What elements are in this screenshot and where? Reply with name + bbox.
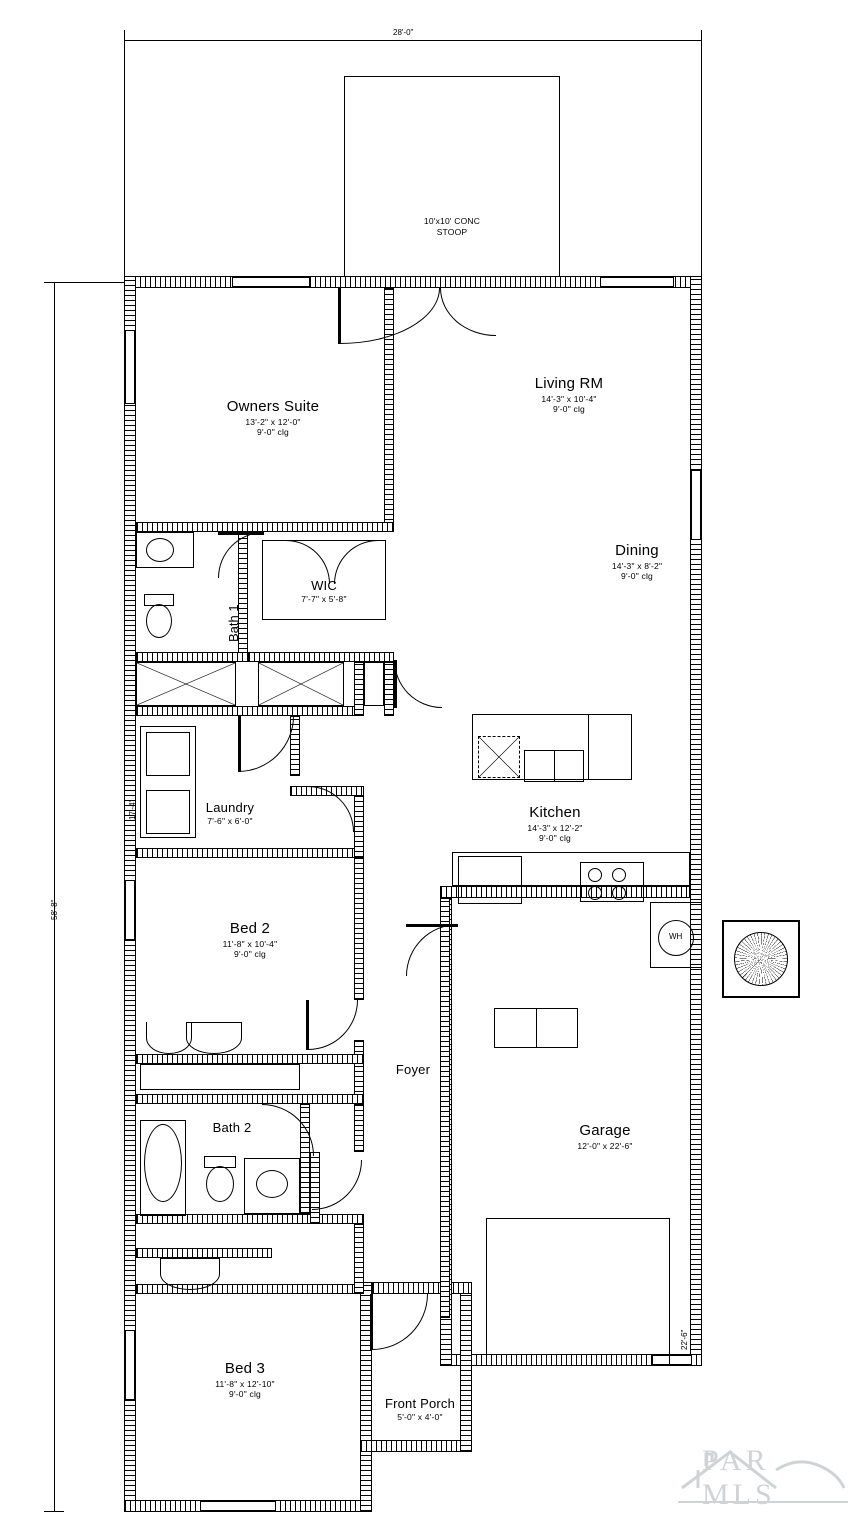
linen-closet bbox=[364, 662, 384, 706]
kitchen-sink-divider bbox=[554, 750, 555, 782]
door-front-swing bbox=[372, 1294, 428, 1350]
door-bath1-swing bbox=[394, 660, 442, 708]
water-heater-label: WH bbox=[669, 932, 683, 941]
label-bed2: Bed 2 11'-8" x 10'-4" 9'-0" clg bbox=[222, 920, 278, 960]
logo-text: PAR MLS bbox=[702, 1444, 776, 1511]
bath2-sink bbox=[256, 1170, 288, 1198]
label-laundry: Laundry 7'-6" x 6'-0" bbox=[205, 800, 255, 827]
bath1-toilet-bowl bbox=[146, 604, 172, 638]
interior-wall-bed3-right bbox=[354, 1224, 364, 1294]
label-living-room: Living RM 14'-3" x 10'-4" 9'-0" clg bbox=[534, 375, 604, 415]
label-wic: WIC 7'-7" x 5'-8" bbox=[301, 578, 347, 605]
interior-wall-bath1-bottom bbox=[136, 652, 248, 662]
dimension-extension-left bbox=[124, 40, 125, 280]
dimension-line-left bbox=[54, 282, 55, 1512]
range-burner-4 bbox=[612, 886, 626, 900]
label-bath1: Bath 1 bbox=[226, 604, 241, 642]
garage-door-opening bbox=[486, 1218, 670, 1366]
dimension-line-top bbox=[124, 40, 702, 41]
overall-width-dimension: 28'-0" bbox=[393, 28, 414, 37]
interior-wall-wic-bottom bbox=[248, 652, 394, 662]
concrete-stoop bbox=[344, 76, 560, 280]
window-owners-suite bbox=[232, 277, 310, 287]
label-owners-suite: Owners Suite 13'-2" x 12'-0" 9'-0" clg bbox=[226, 398, 320, 438]
door-laundry-leaf bbox=[238, 716, 241, 772]
dimension-tick-left-bottom bbox=[44, 1511, 64, 1512]
interior-wall-bed2-right bbox=[354, 858, 364, 1000]
window-bed2-left bbox=[125, 880, 135, 940]
bath2-tub-basin bbox=[144, 1124, 182, 1202]
porch-wall-top bbox=[372, 1282, 472, 1294]
wic-shelf-unit bbox=[258, 662, 344, 706]
door-garage-entry-swing bbox=[406, 924, 458, 976]
porch-wall-right bbox=[460, 1282, 472, 1452]
interior-wall-bed2-closet-bottom bbox=[136, 1094, 364, 1104]
door-front-leaf bbox=[370, 1294, 373, 1350]
door-owners-suite-swing bbox=[218, 532, 264, 578]
par-mls-logo bbox=[672, 1430, 852, 1530]
label-bath2: Bath 2 bbox=[212, 1120, 252, 1135]
left-wall-dimension: 17'-4" bbox=[128, 799, 137, 820]
closet-bed2-bifold-2 bbox=[146, 1022, 192, 1054]
door-owners-suite-leaf bbox=[218, 532, 264, 535]
window-living-room bbox=[600, 277, 674, 287]
door-bed2-swing bbox=[308, 1000, 358, 1050]
kitchen-cabinet-dashed bbox=[478, 736, 520, 778]
interior-wall-hall-right bbox=[354, 662, 364, 716]
dimension-extension-right bbox=[701, 40, 702, 280]
interior-wall-linen bbox=[384, 662, 394, 716]
closet-bed3-bifold bbox=[160, 1258, 220, 1290]
door-bath1-leaf bbox=[394, 660, 397, 708]
bath1-toilet-tank bbox=[144, 594, 174, 606]
door-entry-swing bbox=[340, 288, 440, 344]
door-bed2-leaf bbox=[306, 1000, 309, 1050]
label-dining: Dining 14'-3" x 8'-2" 9'-0" clg bbox=[611, 542, 663, 582]
bath2-toilet-tank bbox=[204, 1156, 236, 1168]
stoop-label: 10'x10' CONC STOOP bbox=[423, 216, 481, 237]
interior-wall-bed2-bottom bbox=[136, 1054, 364, 1064]
label-foyer: Foyer bbox=[395, 1062, 431, 1077]
closet-bed2-bifold bbox=[186, 1022, 242, 1054]
door-entry-leaf bbox=[338, 288, 341, 344]
interior-wall-bath2-hall bbox=[354, 1104, 364, 1152]
garage-step-divider bbox=[536, 1008, 537, 1048]
interior-wall-hall-bottom bbox=[136, 706, 364, 716]
range-burner-2 bbox=[612, 868, 626, 882]
label-garage: Garage 12'-0" x 22'-6" bbox=[577, 1122, 633, 1151]
exterior-fan bbox=[734, 932, 788, 986]
garage-wall-dimension: 22'-6" bbox=[680, 1329, 689, 1350]
door-bed3-swing bbox=[312, 1160, 362, 1210]
range-burner-3 bbox=[588, 886, 602, 900]
interior-wall-bed3-closet-top bbox=[136, 1248, 272, 1258]
bath1-sink bbox=[146, 538, 174, 562]
exterior-wall-right bbox=[690, 276, 702, 1366]
closet-bed2-bifold-line bbox=[186, 1022, 242, 1023]
door-garage-entry-leaf bbox=[406, 924, 458, 927]
dimension-extension-bottom-left bbox=[54, 282, 124, 283]
label-bed3: Bed 3 11'-8" x 12'-10" 9'-0" clg bbox=[215, 1360, 275, 1400]
overall-depth-dimension: 58'-8" bbox=[50, 899, 59, 920]
closet-bed3-bifold-line bbox=[160, 1258, 220, 1259]
bed2-closet bbox=[140, 1064, 300, 1090]
kitchen-refrigerator bbox=[458, 856, 522, 904]
kitchen-counter-right bbox=[588, 714, 632, 780]
window-dining-right bbox=[691, 470, 701, 540]
range-burner-1 bbox=[588, 868, 602, 882]
bath2-toilet-bowl bbox=[206, 1166, 234, 1202]
door-laundry-swing bbox=[238, 716, 294, 772]
window-owners-left bbox=[125, 330, 135, 404]
window-bed3-bottom bbox=[200, 1501, 276, 1511]
window-bed3-left bbox=[125, 1330, 135, 1400]
door-entry2-swing bbox=[440, 288, 496, 336]
porch-wall-bottom bbox=[360, 1440, 472, 1452]
interior-wall-laundry-hall bbox=[354, 786, 364, 858]
label-front-porch: Front Porch 5'-0" x 4'-0" bbox=[384, 1396, 456, 1423]
interior-wall-bath2-right bbox=[300, 1104, 310, 1214]
bath1-shower bbox=[136, 662, 236, 706]
interior-wall-foyer-left-upper bbox=[354, 1040, 364, 1098]
label-kitchen: Kitchen 14'-3" x 12'-2" 9'-0" clg bbox=[527, 804, 583, 844]
interior-wall-laundry-bottom bbox=[136, 848, 364, 858]
interior-wall-owners-bottom bbox=[136, 522, 394, 532]
